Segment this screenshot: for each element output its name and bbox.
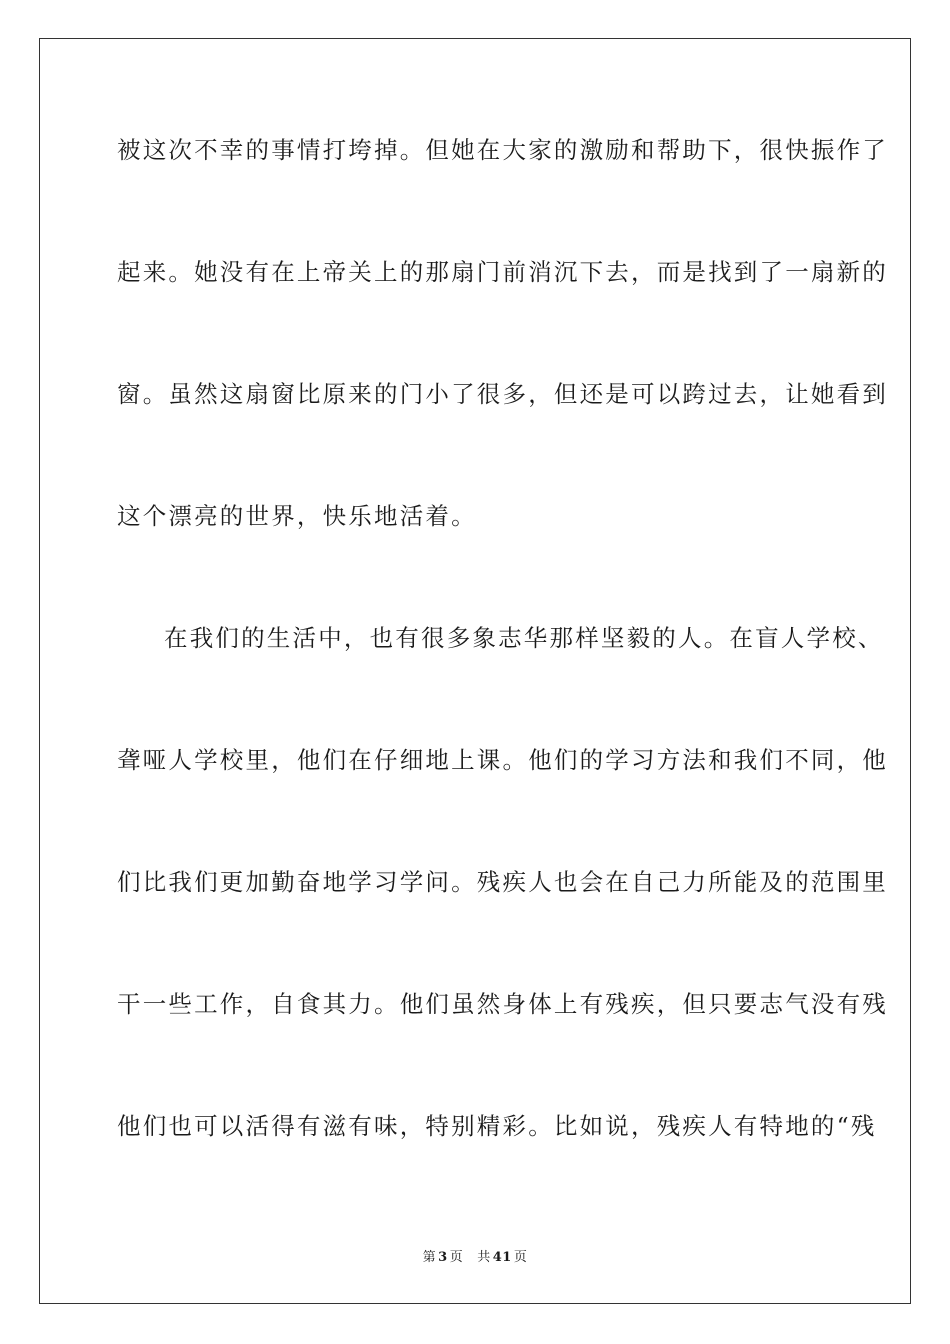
page-label-prefix: 第: [422, 1250, 437, 1265]
text-line: 这个漂亮的世界，快乐地活着。: [117, 502, 477, 530]
total-pages-number: 41: [492, 1250, 512, 1265]
text-line: 们比我们更加勤奋地学习学问。残疾人也会在自己力所能及的范围里: [117, 868, 888, 896]
text-line: 聋哑人学校里，他们在仔细地上课。他们的学习方法和我们不同，他: [117, 746, 888, 774]
paragraph-first-line: 在我们的生活中，也有很多象志华那样坚毅的人。在盲人学校、: [164, 624, 884, 652]
text-line: 他们也可以活得有滋有味，特别精彩。比如说，残疾人有特地的“残: [117, 1112, 877, 1140]
text-line: 起来。她没有在上帝关上的那扇门前消沉下去，而是找到了一扇新的: [117, 258, 888, 286]
text-line: 窗。虽然这扇窗比原来的门小了很多，但还是可以跨过去，让她看到: [117, 380, 888, 408]
text-line: 干一些工作，自食其力。他们虽然身体上有残疾，但只要志气没有残: [117, 990, 888, 1018]
total-label-suffix: 页: [513, 1250, 528, 1265]
document-body: [117, 120, 888, 1218]
current-page-number: 3: [438, 1250, 448, 1265]
page-footer: [0, 1246, 950, 1265]
total-label-prefix: 共: [477, 1250, 491, 1265]
text-line: 被这次不幸的事情打垮掉。但她在大家的激励和帮助下，很快振作了: [117, 136, 888, 164]
page-label-suffix: 页: [449, 1250, 464, 1265]
